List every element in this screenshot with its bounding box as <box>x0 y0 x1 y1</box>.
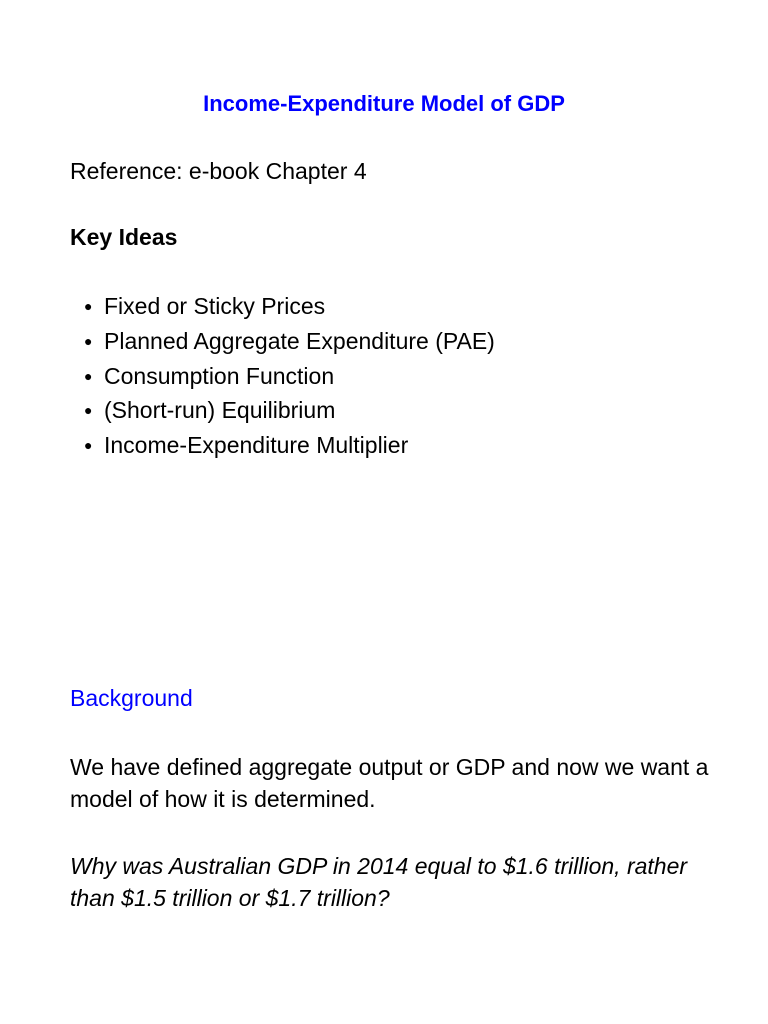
bullet-icon: ● <box>84 437 93 453</box>
bullet-icon: ● <box>84 298 93 314</box>
reference-line: Reference: e-book Chapter 4 <box>70 158 367 184</box>
key-ideas-list <box>84 289 495 463</box>
list-item <box>84 359 495 394</box>
list-item <box>84 393 495 428</box>
list-item <box>84 428 495 463</box>
key-idea-label: (Short-run) Equilibrium <box>104 397 336 424</box>
list-item <box>84 324 495 359</box>
key-idea-label: Income-Expenditure Multiplier <box>104 432 409 458</box>
key-idea-label: Consumption Function <box>104 362 335 389</box>
background-heading: Background <box>70 685 193 711</box>
bullet-icon: ● <box>84 402 93 419</box>
list-item <box>84 289 495 324</box>
key-idea-label: Planned Aggregate Expenditure (PAE) <box>104 327 495 354</box>
key-ideas-heading: Key Ideas <box>70 224 178 250</box>
background-paragraph: We have defined aggregate output or GDP and now we want a model of how it is determined. <box>70 754 709 812</box>
document-title: Income-Expenditure Model of GDP <box>203 91 565 116</box>
question-paragraph: Why was Australian GDP in 2014 equal to $1.6 trillion, rather than $1.5 trillion or $1.7 trillion? <box>70 853 688 911</box>
key-idea-label: Fixed or Sticky Prices <box>104 293 326 319</box>
bullet-icon: ● <box>84 332 93 349</box>
bullet-icon: ● <box>84 367 93 384</box>
